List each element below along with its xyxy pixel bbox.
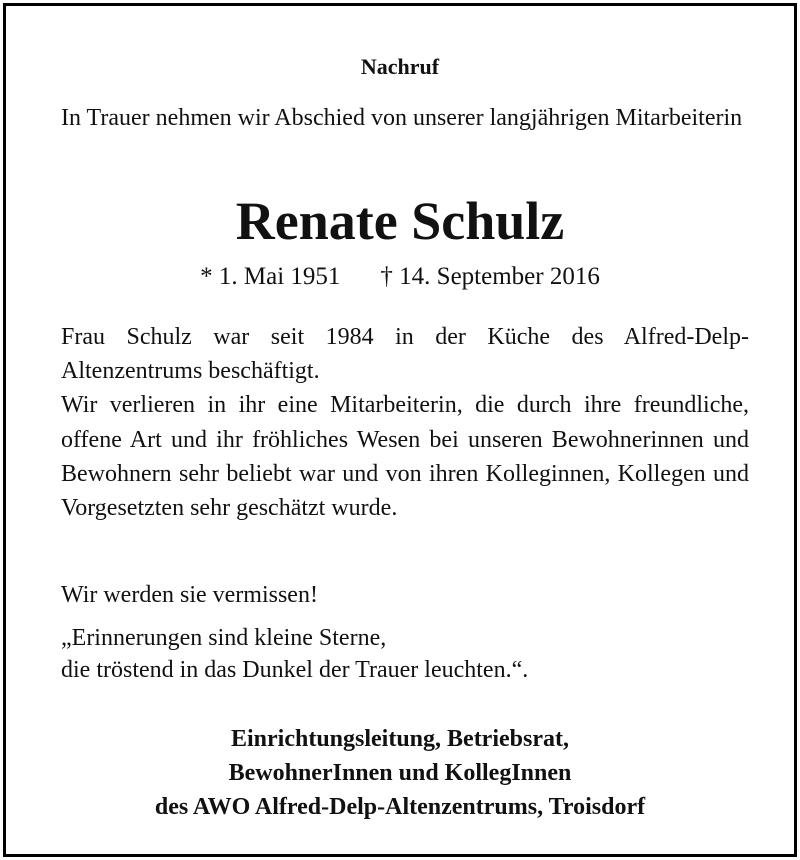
signature-line: Einrichtungsleitung, Betriebsrat,	[230, 726, 569, 752]
quote-line: „Erinnerungen sind kleine Sterne,	[61, 625, 387, 651]
signature-line: des AWO Alfred-Delp-Altenzentrums, Troisdorf	[154, 794, 646, 820]
death-date: † 14. September 2016	[380, 263, 600, 290]
body-text	[61, 320, 749, 525]
signature-line: BewohnerInnen und KollegInnen	[228, 760, 572, 786]
body-paragraph: Wir verlieren in ihr eine Mitarbeiterin, die durch ihre freundliche, offene Art und ihr fröhliches Wesen bei unseren Bewohnerinnen und Bewohnern sehr beliebt war und von ihren Kolleginnen, Kollegen und Vorgesetzten sehr geschätzt wurde.	[61, 392, 749, 522]
intro-text: In Trauer nehmen wir Abschied von unserer langjährigen Mitarbeiterin	[61, 105, 743, 131]
life-dates	[6, 260, 794, 294]
deceased-name: Renate Schulz	[235, 191, 565, 251]
signature-block	[6, 722, 794, 824]
birth-date: * 1. Mai 1951	[200, 263, 341, 290]
closing-line: Wir werden sie vermissen!	[61, 582, 318, 608]
obituary-notice	[3, 3, 797, 857]
notice-heading: Nachruf	[360, 54, 440, 79]
quote-line: die tröstend in das Dunkel der Trauer leuchten.“.	[61, 657, 529, 683]
memorial-quote	[61, 622, 761, 686]
body-paragraph: Frau Schulz war seit 1984 in der Küche des Alfred-Delp-Altenzentrums beschäftigt.	[61, 324, 749, 385]
